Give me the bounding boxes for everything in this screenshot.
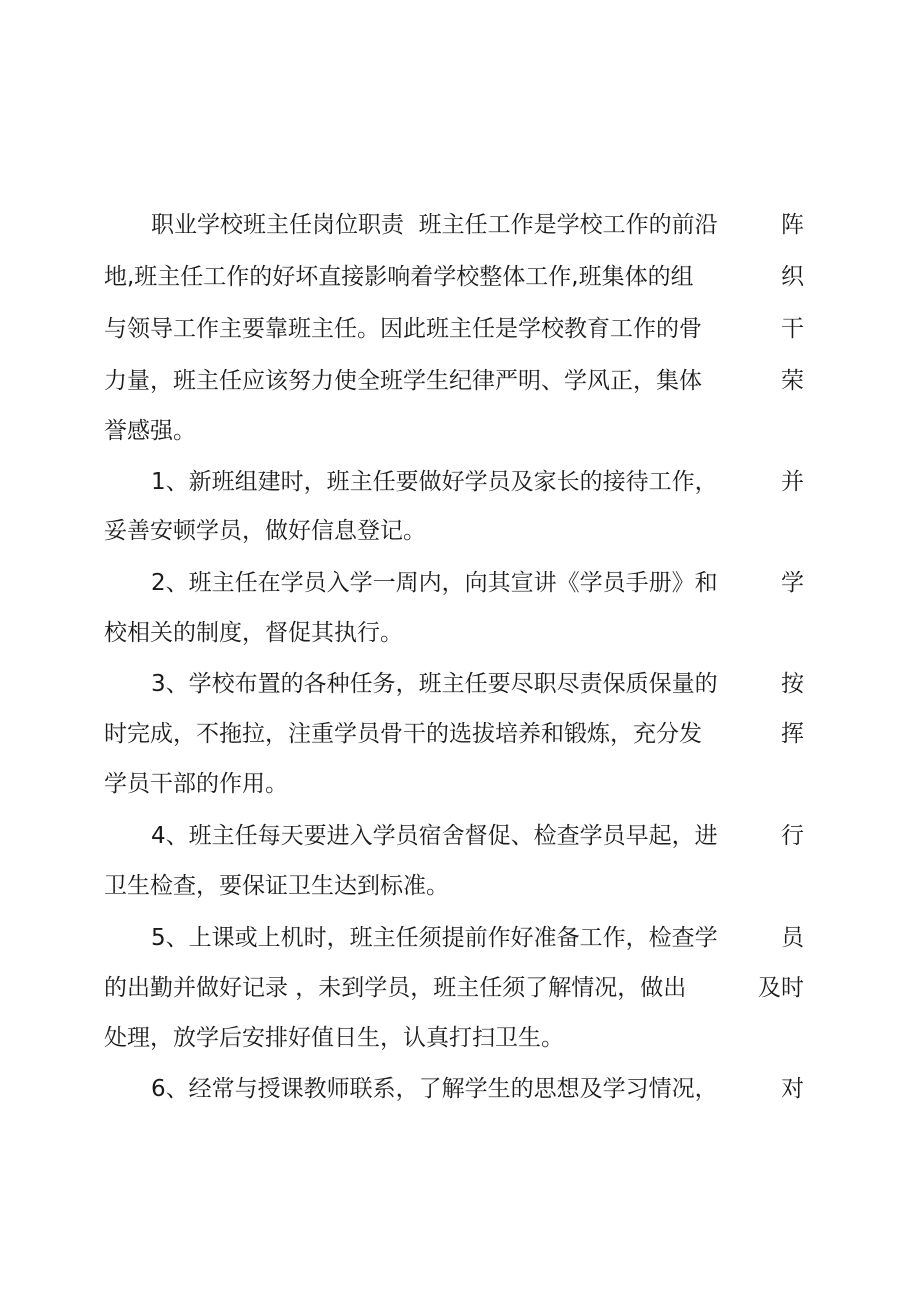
line-text: 与领导工作主要靠班主任。因此班主任是学校教育工作的骨 — [104, 316, 702, 342]
text-line — [0, 613, 920, 653]
line-text: 地,班主任工作的好坏直接影响着学校整体工作,班集体的组 — [104, 264, 694, 290]
line-text: 4、班主任每天要进入学员宿舍督促、检查学员早起，进 — [151, 823, 718, 849]
text-line — [0, 563, 920, 603]
text-line — [0, 257, 920, 297]
text-line — [0, 714, 920, 754]
text-line — [0, 918, 920, 958]
line-end: 阵 — [781, 212, 804, 238]
line-end: 并 — [781, 469, 804, 495]
line-end: 织 — [781, 264, 804, 290]
line-end: 按 — [781, 671, 804, 697]
line-end: 学 — [781, 570, 804, 596]
text-line — [0, 411, 920, 451]
line-text: 的出勤并做好记录 ，未到学员，班主任须了解情况，做出 — [104, 975, 687, 1001]
line-text: 学员干部的作用。 — [104, 771, 288, 797]
text-line — [0, 816, 920, 856]
line-text: 处理，放学后安排好值日生，认真打扫卫生。 — [104, 1025, 564, 1051]
line-end: 对 — [781, 1076, 804, 1102]
line-text: 6、经常与授课教师联系，了解学生的思想及学习情况， — [151, 1076, 718, 1102]
text-line — [0, 764, 920, 804]
text-line — [0, 1069, 920, 1109]
line-end: 干 — [781, 316, 804, 342]
line-end: 荣 — [781, 368, 804, 394]
text-line — [0, 361, 920, 401]
line-text: 校相关的制度，督促其执行。 — [104, 620, 403, 646]
line-text: 2、班主任在学员入学一周内，向其宣讲《学员手册》和 — [151, 570, 718, 596]
line-text: 誉感强。 — [104, 418, 196, 444]
line-text: 5、上课或上机时，班主任须提前作好准备工作，检查学 — [151, 925, 718, 951]
line-text: 时完成，不拖拉，注重学员骨干的选拔培养和锻炼，充分发 — [104, 721, 702, 747]
line-text: 卫生检查，要保证卫生达到标准。 — [104, 873, 449, 899]
text-line — [0, 664, 920, 704]
line-text: 3、学校布置的各种任务，班主任要尽职尽责保质保量的 — [151, 671, 718, 697]
line-text: 力量，班主任应该努力使全班学生纪律严明、学风正，集体 — [104, 368, 702, 394]
text-line — [0, 462, 920, 502]
line-text: 1、新班组建时，班主任要做好学员及家长的接待工作， — [151, 469, 718, 495]
text-line — [0, 309, 920, 349]
line-text: 职业学校班主任岗位职责 班主任工作是学校工作的前沿 — [151, 212, 718, 238]
text-line — [0, 205, 920, 245]
line-end: 员 — [781, 925, 804, 951]
line-end: 及时 — [758, 975, 804, 1001]
text-line — [0, 1018, 920, 1058]
line-text: 妥善安顿学员，做好信息登记。 — [104, 518, 426, 544]
text-line — [0, 511, 920, 551]
line-end: 挥 — [781, 721, 804, 747]
text-line — [0, 968, 920, 1008]
text-line — [0, 866, 920, 906]
line-end: 行 — [781, 823, 804, 849]
